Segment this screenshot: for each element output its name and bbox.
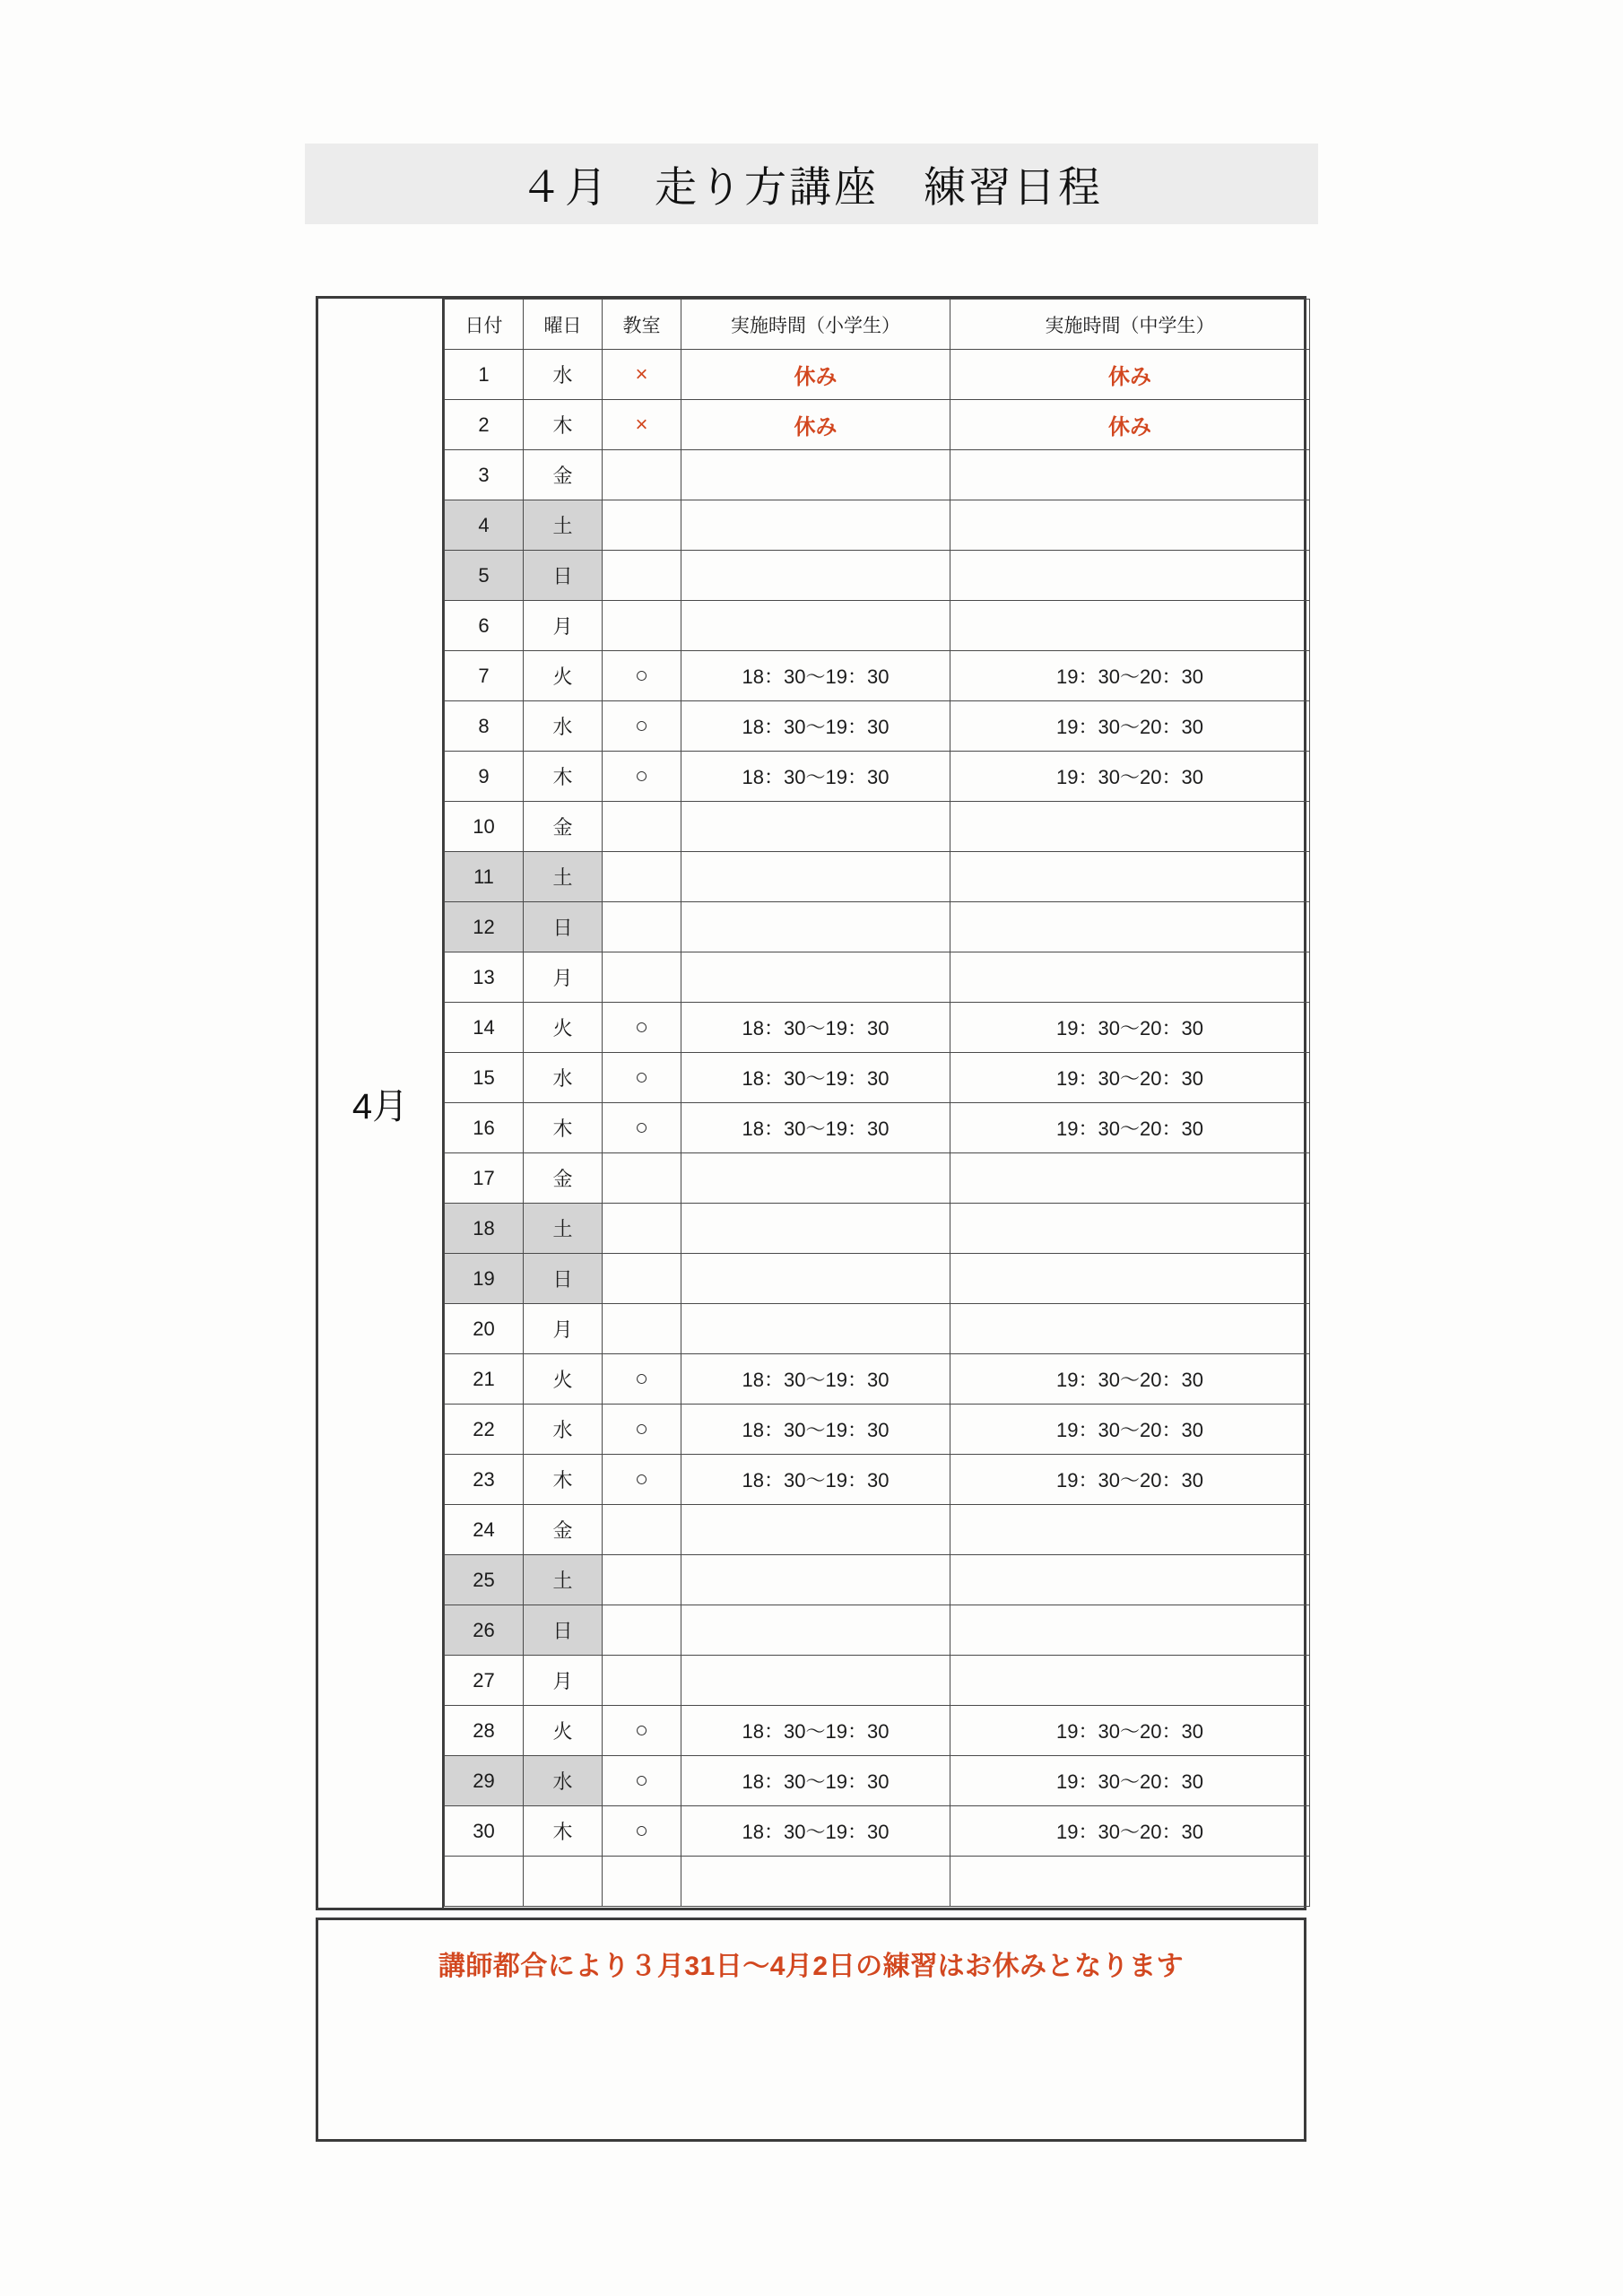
cell-junior-time [950, 1857, 1310, 1907]
table-row [445, 1455, 1310, 1505]
cell-date: 30 [445, 1806, 524, 1857]
rest-label: 休み [1108, 365, 1151, 389]
cell-dow: 土 [524, 500, 603, 551]
page-title: ４月 走り方講座 練習日程 [520, 162, 1103, 211]
cell-dow: 水 [524, 701, 603, 752]
header-room: 教室 [603, 300, 681, 350]
cell-room [603, 601, 681, 651]
cell-dow: 木 [524, 752, 603, 802]
cell-junior-time [950, 802, 1310, 852]
cell-dow: 木 [524, 400, 603, 450]
table-row [445, 1053, 1310, 1103]
table-row [445, 752, 1310, 802]
cell-junior-time: 19：30〜20：30 [950, 1354, 1310, 1405]
cell-date: 19 [445, 1254, 524, 1304]
cell-room [603, 1857, 681, 1907]
table-row [445, 651, 1310, 701]
cell-dow: 日 [524, 902, 603, 952]
cell-room-open-icon [603, 1706, 681, 1756]
cell-junior-time [950, 500, 1310, 551]
cell-junior-time [950, 1254, 1310, 1304]
table-row [445, 1857, 1310, 1907]
table-row [445, 1153, 1310, 1204]
table-row [445, 1254, 1310, 1304]
cell-date: 6 [445, 601, 524, 651]
cell-date: 10 [445, 802, 524, 852]
cell-elementary-time [681, 500, 950, 551]
table-row [445, 952, 1310, 1003]
cell-junior-time [950, 601, 1310, 651]
cell-elementary-time: 18：30〜19：30 [681, 1053, 950, 1103]
cell-junior-time [950, 952, 1310, 1003]
cell-date: 1 [445, 350, 524, 400]
schedule-table-wrap [444, 299, 1304, 1908]
cell-date: 23 [445, 1455, 524, 1505]
table-row [445, 852, 1310, 902]
cell-dow: 金 [524, 1153, 603, 1204]
cell-junior-time [950, 1656, 1310, 1706]
table-row [445, 802, 1310, 852]
cell-junior-time [950, 1204, 1310, 1254]
cell-date: 9 [445, 752, 524, 802]
circle-icon: ○ [634, 1014, 649, 1039]
cell-dow: 火 [524, 651, 603, 701]
cell-dow: 水 [524, 1405, 603, 1455]
cell-room-open-icon [603, 1003, 681, 1053]
title-banner [305, 144, 1318, 224]
cell-dow: 月 [524, 601, 603, 651]
cell-dow: 月 [524, 952, 603, 1003]
cell-room [603, 902, 681, 952]
cell-junior-time: 19：30〜20：30 [950, 1806, 1310, 1857]
cell-elementary-time: 18：30〜19：30 [681, 1405, 950, 1455]
cell-junior-time [950, 400, 1310, 450]
table-row [445, 1555, 1310, 1605]
cell-date: 16 [445, 1103, 524, 1153]
cell-room-open-icon [603, 1756, 681, 1806]
cell-junior-time: 19：30〜20：30 [950, 651, 1310, 701]
header-junior: 実施時間（中学生） [950, 300, 1310, 350]
table-row [445, 1354, 1310, 1405]
circle-icon: ○ [634, 1768, 649, 1793]
cell-junior-time [950, 551, 1310, 601]
cell-junior-time: 19：30〜20：30 [950, 1003, 1310, 1053]
cell-dow: 木 [524, 1806, 603, 1857]
table-row [445, 902, 1310, 952]
cell-junior-time [950, 350, 1310, 400]
cell-dow: 水 [524, 1756, 603, 1806]
circle-icon: ○ [634, 1466, 649, 1492]
table-row [445, 1605, 1310, 1656]
cell-elementary-time [681, 852, 950, 902]
cell-junior-time: 19：30〜20：30 [950, 701, 1310, 752]
cell-room [603, 551, 681, 601]
cell-date: 18 [445, 1204, 524, 1254]
cell-room-open-icon [603, 1103, 681, 1153]
cell-elementary-time [681, 450, 950, 500]
cell-date: 27 [445, 1656, 524, 1706]
cell-room-open-icon [603, 651, 681, 701]
cell-room-closed-icon [603, 350, 681, 400]
circle-icon: ○ [634, 1416, 649, 1441]
cell-room [603, 1204, 681, 1254]
cell-dow: 金 [524, 450, 603, 500]
cell-date: 11 [445, 852, 524, 902]
cell-junior-time: 19：30〜20：30 [950, 1455, 1310, 1505]
cell-elementary-time: 18：30〜19：30 [681, 701, 950, 752]
cell-elementary-time: 18：30〜19：30 [681, 651, 950, 701]
cell-date: 20 [445, 1304, 524, 1354]
cell-room [603, 952, 681, 1003]
table-row [445, 1806, 1310, 1857]
cell-date: 12 [445, 902, 524, 952]
circle-icon: ○ [634, 1065, 649, 1090]
cell-dow: 土 [524, 1204, 603, 1254]
cell-dow: 金 [524, 802, 603, 852]
table-row [445, 1003, 1310, 1053]
cell-elementary-time [681, 902, 950, 952]
month-cell [318, 299, 444, 1908]
cell-elementary-time [681, 601, 950, 651]
table-row [445, 1505, 1310, 1555]
cell-room-open-icon [603, 1354, 681, 1405]
cell-dow: 金 [524, 1505, 603, 1555]
cell-dow: 火 [524, 1003, 603, 1053]
cell-dow: 土 [524, 1555, 603, 1605]
cell-date: 3 [445, 450, 524, 500]
cell-dow: 火 [524, 1354, 603, 1405]
schedule-frame [316, 296, 1306, 1910]
table-header-row [445, 300, 1310, 350]
table-row [445, 1103, 1310, 1153]
cell-date: 22 [445, 1405, 524, 1455]
cell-elementary-time [681, 1656, 950, 1706]
cell-junior-time [950, 902, 1310, 952]
cell-dow: 日 [524, 1254, 603, 1304]
header-elementary: 実施時間（小学生） [681, 300, 950, 350]
cell-elementary-time [681, 1153, 950, 1204]
cell-junior-time: 19：30〜20：30 [950, 752, 1310, 802]
cell-elementary-time [681, 400, 950, 450]
circle-icon: ○ [634, 1115, 649, 1140]
cell-junior-time [950, 450, 1310, 500]
cell-date: 5 [445, 551, 524, 601]
cell-elementary-time: 18：30〜19：30 [681, 1354, 950, 1405]
cell-dow: 水 [524, 1053, 603, 1103]
cell-dow: 土 [524, 852, 603, 902]
cell-room [603, 1153, 681, 1204]
cell-elementary-time [681, 1254, 950, 1304]
cell-elementary-time [681, 1857, 950, 1907]
cell-room [603, 1605, 681, 1656]
schedule-body [445, 350, 1310, 1907]
schedule-table [444, 299, 1310, 1907]
cell-dow: 木 [524, 1455, 603, 1505]
cell-dow: 日 [524, 1605, 603, 1656]
cell-elementary-time: 18：30〜19：30 [681, 752, 950, 802]
month-label: 4月 [352, 1086, 409, 1126]
cell-room [603, 450, 681, 500]
cell-date: 17 [445, 1153, 524, 1204]
cell-dow [524, 1857, 603, 1907]
cell-room [603, 1555, 681, 1605]
cell-junior-time: 19：30〜20：30 [950, 1756, 1310, 1806]
cell-elementary-time [681, 1204, 950, 1254]
cell-junior-time [950, 852, 1310, 902]
cell-date: 26 [445, 1605, 524, 1656]
circle-icon: ○ [634, 1366, 649, 1391]
cell-elementary-time [681, 1505, 950, 1555]
cell-junior-time [950, 1505, 1310, 1555]
cross-icon: × [635, 361, 648, 387]
cell-dow: 木 [524, 1103, 603, 1153]
table-row [445, 450, 1310, 500]
rest-label: 休み [794, 365, 838, 389]
cell-junior-time: 19：30〜20：30 [950, 1053, 1310, 1103]
cell-date: 2 [445, 400, 524, 450]
table-row [445, 601, 1310, 651]
cell-room [603, 1656, 681, 1706]
table-row [445, 1706, 1310, 1756]
header-date: 日付 [445, 300, 524, 350]
cell-room-open-icon [603, 1806, 681, 1857]
cell-date: 7 [445, 651, 524, 701]
cell-room-open-icon [603, 1053, 681, 1103]
header-dow: 曜日 [524, 300, 603, 350]
cell-date: 8 [445, 701, 524, 752]
cell-elementary-time: 18：30〜19：30 [681, 1103, 950, 1153]
cell-elementary-time [681, 1605, 950, 1656]
table-row [445, 400, 1310, 450]
cell-dow: 日 [524, 551, 603, 601]
cell-date: 21 [445, 1354, 524, 1405]
cell-dow: 水 [524, 350, 603, 400]
cell-date: 15 [445, 1053, 524, 1103]
cell-elementary-time: 18：30〜19：30 [681, 1806, 950, 1857]
cell-date [445, 1857, 524, 1907]
circle-icon: ○ [634, 713, 649, 738]
cell-room [603, 1505, 681, 1555]
cell-room [603, 500, 681, 551]
cell-room [603, 852, 681, 902]
rest-label: 休み [794, 415, 838, 439]
cell-elementary-time [681, 551, 950, 601]
cell-date: 14 [445, 1003, 524, 1053]
cell-junior-time: 19：30〜20：30 [950, 1103, 1310, 1153]
circle-icon: ○ [634, 663, 649, 688]
cell-junior-time [950, 1304, 1310, 1354]
cell-elementary-time [681, 952, 950, 1003]
cell-date: 4 [445, 500, 524, 551]
cell-dow: 月 [524, 1656, 603, 1706]
cell-junior-time [950, 1605, 1310, 1656]
table-row [445, 1656, 1310, 1706]
cell-room [603, 1254, 681, 1304]
table-row [445, 1204, 1310, 1254]
cell-date: 29 [445, 1756, 524, 1806]
table-row [445, 1756, 1310, 1806]
cell-junior-time [950, 1555, 1310, 1605]
table-row [445, 1304, 1310, 1354]
table-row [445, 500, 1310, 551]
cell-room [603, 802, 681, 852]
rest-label: 休み [1108, 415, 1151, 439]
cell-room-closed-icon [603, 400, 681, 450]
table-row [445, 350, 1310, 400]
cell-junior-time [950, 1153, 1310, 1204]
cell-room [603, 1304, 681, 1354]
cell-elementary-time [681, 350, 950, 400]
cell-date: 13 [445, 952, 524, 1003]
cell-date: 25 [445, 1555, 524, 1605]
cell-date: 28 [445, 1706, 524, 1756]
cell-room-open-icon [603, 701, 681, 752]
cell-elementary-time: 18：30〜19：30 [681, 1756, 950, 1806]
table-row [445, 701, 1310, 752]
circle-icon: ○ [634, 1718, 649, 1743]
cell-elementary-time [681, 1555, 950, 1605]
circle-icon: ○ [634, 763, 649, 788]
cell-dow: 月 [524, 1304, 603, 1354]
cell-junior-time: 19：30〜20：30 [950, 1706, 1310, 1756]
cell-elementary-time: 18：30〜19：30 [681, 1455, 950, 1505]
cell-elementary-time [681, 1304, 950, 1354]
table-row [445, 551, 1310, 601]
cell-elementary-time: 18：30〜19：30 [681, 1706, 950, 1756]
cell-room-open-icon [603, 1405, 681, 1455]
cell-junior-time: 19：30〜20：30 [950, 1405, 1310, 1455]
cell-room-open-icon [603, 752, 681, 802]
cross-icon: × [635, 412, 648, 437]
cell-dow: 火 [524, 1706, 603, 1756]
cell-elementary-time: 18：30〜19：30 [681, 1003, 950, 1053]
circle-icon: ○ [634, 1818, 649, 1843]
cell-room-open-icon [603, 1455, 681, 1505]
cell-date: 24 [445, 1505, 524, 1555]
notice-text: 講師都合により３月31日〜4月2日の練習はお休みとなります [438, 1952, 1185, 1981]
table-row [445, 1405, 1310, 1455]
cell-elementary-time [681, 802, 950, 852]
notice-box [316, 1918, 1306, 2142]
